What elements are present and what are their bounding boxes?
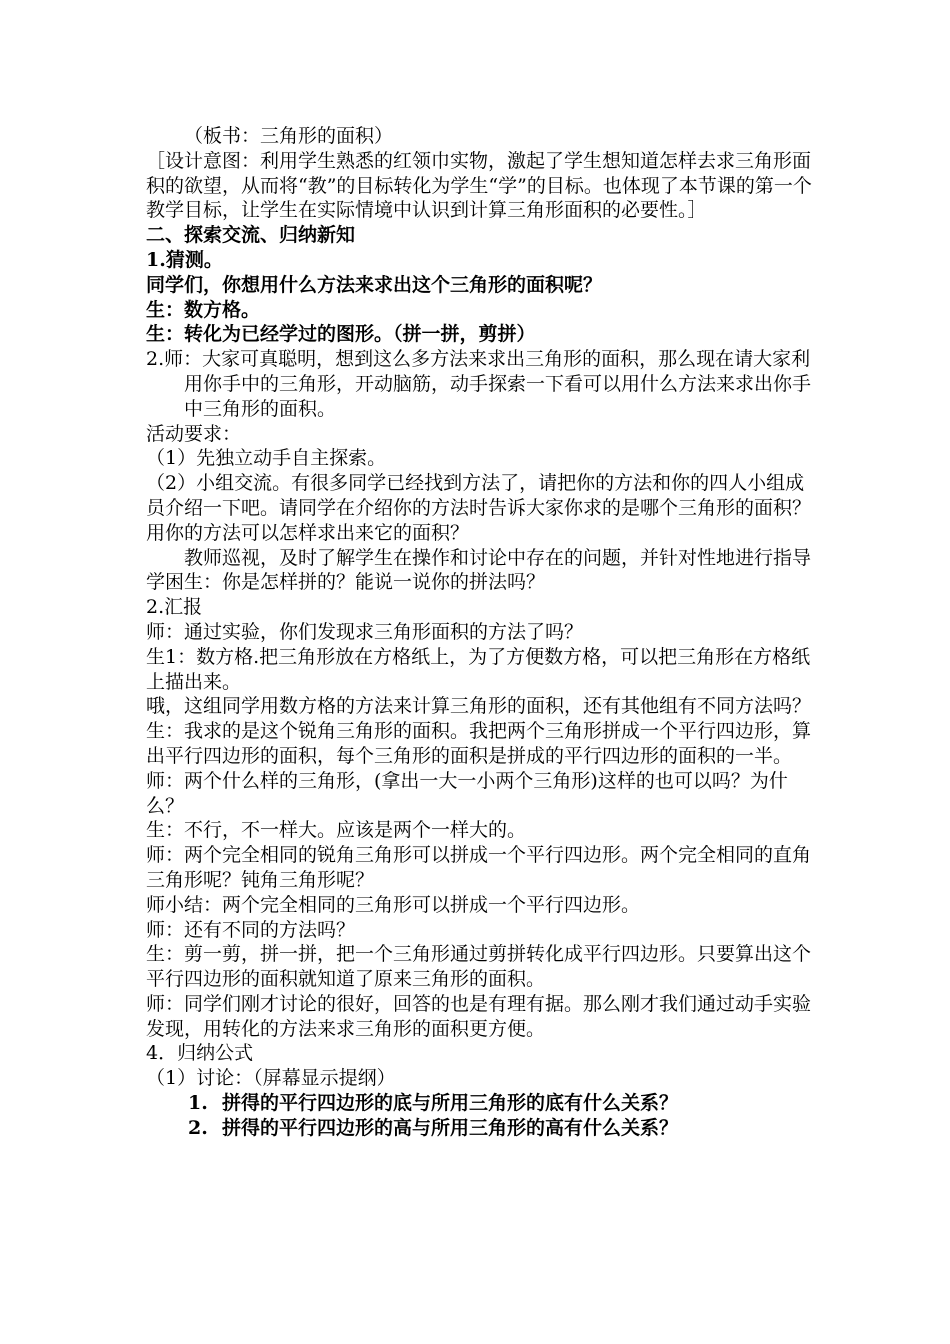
step-heading: 1.猜测。 [146,248,223,271]
dialogue-line: 师：同学们刚才讨论的很好，回答的也是有理有据。那么刚才我们通过动手实验发现，用转化的方法来求三角形的面积更方便。 [146,992,812,1040]
list-text: 拼得的平行四边形的高与所用三角形的高有什么关系？ [222,1116,679,1139]
dialogue-line: 师：通过实验，你们发现求三角形面积的方法了吗？ [146,620,584,643]
dialogue-line: 哦，这组同学用数方格的方法来计算三角形的面积，还有其他组有不同方法吗？ [146,695,812,718]
dialogue-line: 师：还有不同的方法吗？ [146,918,356,941]
teacher-instruction: 2.师：大家可真聪明，想到这么多方法来求出三角形的面积，那么现在请大家利用你手中的三角形，开动脑筋，动手探索一下看可以用什么方法来求出你手中三角形的面积。 [146,348,812,420]
teacher-question: 同学们，你想用什么方法来求出这个三角形的面积呢？ [146,273,603,296]
dialogue-line: 生：剪一剪，拼一拼，把一个三角形通过剪拼转化成平行四边形。只要算出这个平行四边形的面积就知道了原来三角形的面积。 [146,943,812,991]
teacher-patrol: 教师巡视，及时了解学生在操作和讨论中存在的问题，并针对性地进行指导学困生：你是怎样拼的？能说一说你的拼法吗？ [146,546,812,594]
design-intent: ［设计意图：利用学生熟悉的红领巾实物，激起了学生想知道怎样去求三角形面积的欲望，从而将“教”的目标转化为学生“学”的目标。也体现了本节课的第一个教学目标，让学生在实际情境中认识到计算三角形面积的必要性。］ [146,149,812,222]
dialogue-line: 师：两个完全相同的锐角三角形可以拼成一个平行四边形。两个完全相同的直角三角形呢？钝角三角形呢？ [146,844,812,891]
list-item [146,1091,812,1116]
dialogue-line: 师：两个什么样的三角形，(拿出一大一小两个三角形)这样的也可以吗？为什么？ [146,769,788,817]
list-item [146,1116,812,1141]
step-heading: 2.汇报 [146,596,203,619]
dialogue-line: 生1：数方格.把三角形放在方格纸上，为了方便数方格，可以把三角形在方格纸上描出来。 [146,645,811,693]
dialogue-line: 师小结：两个完全相同的三角形可以拼成一个平行四边形。 [146,893,641,916]
section-heading: 二、探索交流、归纳新知 [146,224,356,247]
list-number: 2. [188,1116,208,1139]
list-number: 1. [188,1092,208,1115]
requirement-item: （1）先独立动手自主探索。 [146,447,387,470]
student-answer: 生：数方格。 [146,298,261,321]
dialogue-line: 生：我求的是这个锐角三角形的面积。我把两个三角形拼成一个平行四边形，算出平行四边形的面积，每个三角形的面积是拼成的平行四边形的面积的一半。 [146,720,812,767]
student-answer: 生：转化为已经学过的图形。（拼一拼，剪拼） [146,323,536,346]
requirement-item: （2）小组交流。有很多同学已经找到方法了，请把你的方法和你的四人小组成员介绍一下吧。请同学在介绍你的方法时告诉大家你求的是哪个三角形的面积？用你的方法可以怎样求出来它的面积？ [146,472,812,544]
document-page [146,124,812,1141]
board-note: （板书：三角形的面积） [184,125,394,147]
step-heading: 4．归纳公式 [146,1042,254,1065]
discussion-heading: （1）讨论：（屏幕显示提纲） [146,1067,396,1090]
list-text: 拼得的平行四边形的底与所用三角形的底有什么关系？ [222,1092,679,1115]
activity-requirements: 活动要求： [146,422,242,445]
dialogue-line: 生：不行，不一样大。应该是两个一样大的。 [146,819,527,842]
